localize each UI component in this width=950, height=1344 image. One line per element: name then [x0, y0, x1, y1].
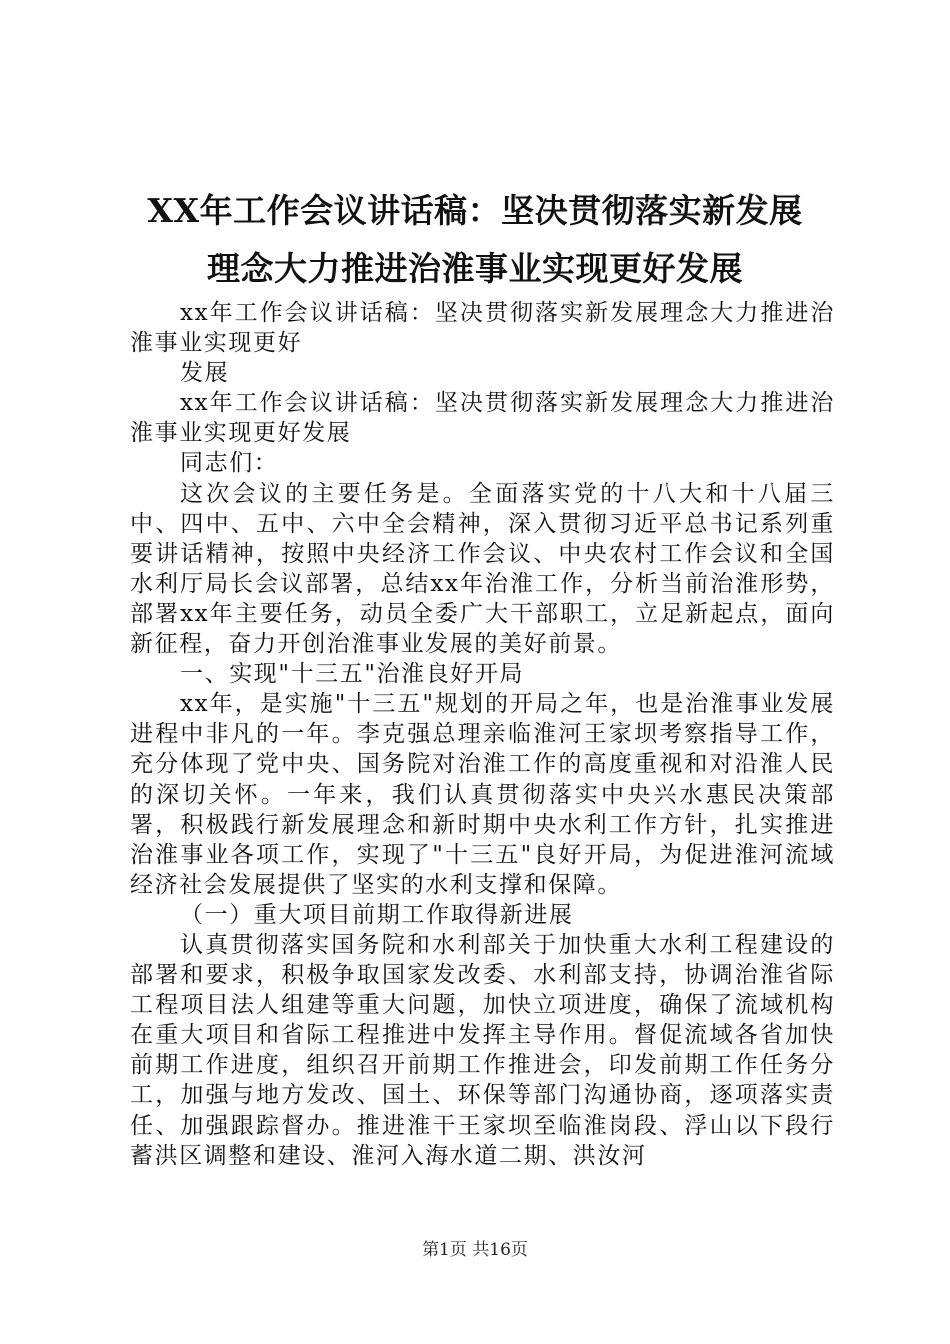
paragraph-main-task: 这次会议的主要任务是。全面落实党的十八大和十八届三中、四中、五中、六中全会精神，深入贯彻习近平总书记系列重要讲话精神，按照中央经济工作会议、中央农村工作会议和全国水利厅局长会议部署，总结xx年治淮工作，分析当前治淮形势，部署xx年主要任务，动员全委广大干部职工，立足新起点，面向新征程，奋力开创治淮事业发展的美好前景。 — [130, 480, 835, 658]
paragraph-projects: 认真贯彻落实国务院和水利部关于加快重大水利工程建设的部署和要求，积极争取国家发改委、水利部支持，协调治淮省际工程项目法人组建等重大问题，加快立项进度，确保了流域机构在重大项目和省际工程推进中发挥主导作用。督促流域各省加快前期工作进度，组织召开前期工作推进会，印发前期工作任务分工，加强与地方发改、国土、环保等部门沟通协商，逐项落实责任、加强跟踪督办。推进淮干王家坝至临淮岗段、浮山以下段行蓄洪区调整和建设、淮河入海水道二期、洪汝河 — [130, 931, 835, 1169]
document-body — [130, 298, 835, 1171]
paragraph-subtitle-end: 发展 — [180, 360, 230, 387]
title-line-1: XX年工作会议讲话稿：坚决贯彻落实新发展 — [147, 191, 803, 230]
subsection-heading-1: （一）重大项目前期工作取得新进展 — [180, 901, 574, 928]
title-line-2: 理念大力推进治淮事业实现更好发展 — [207, 249, 743, 288]
paragraph-salutation: 同志们： — [180, 450, 279, 477]
document-title — [100, 182, 850, 298]
section-heading-1: 一、实现"十三五"治淮良好开局 — [180, 661, 525, 688]
paragraph-review: xx年，是实施"十三五"规划的开局之年，也是治淮事业发展进程中非凡的一年。李克强总理亲临淮河王家坝考察指导工作，充分体现了党中央、国务院对治淮工作的高度重视和对沿淮人民的深切关怀。一年来，我们认真贯彻落实中央兴水惠民决策部署，积极践行新发展理念和新时期中央水利工作方针，扎实推进治淮事业各项工作，实现了"十三五"良好开局，为促进淮河流域经济社会发展提供了坚实的水利支撑和保障。 — [130, 691, 835, 898]
paragraph-subtitle-repeat: xx年工作会议讲话稿：坚决贯彻落实新发展理念大力推进治淮事业实现更好发展 — [130, 390, 835, 447]
page-number-footer: 第1页 共16页 — [422, 1240, 528, 1260]
paragraph-subtitle: xx年工作会议讲话稿：坚决贯彻落实新发展理念大力推进治淮事业实现更好 — [130, 300, 835, 357]
